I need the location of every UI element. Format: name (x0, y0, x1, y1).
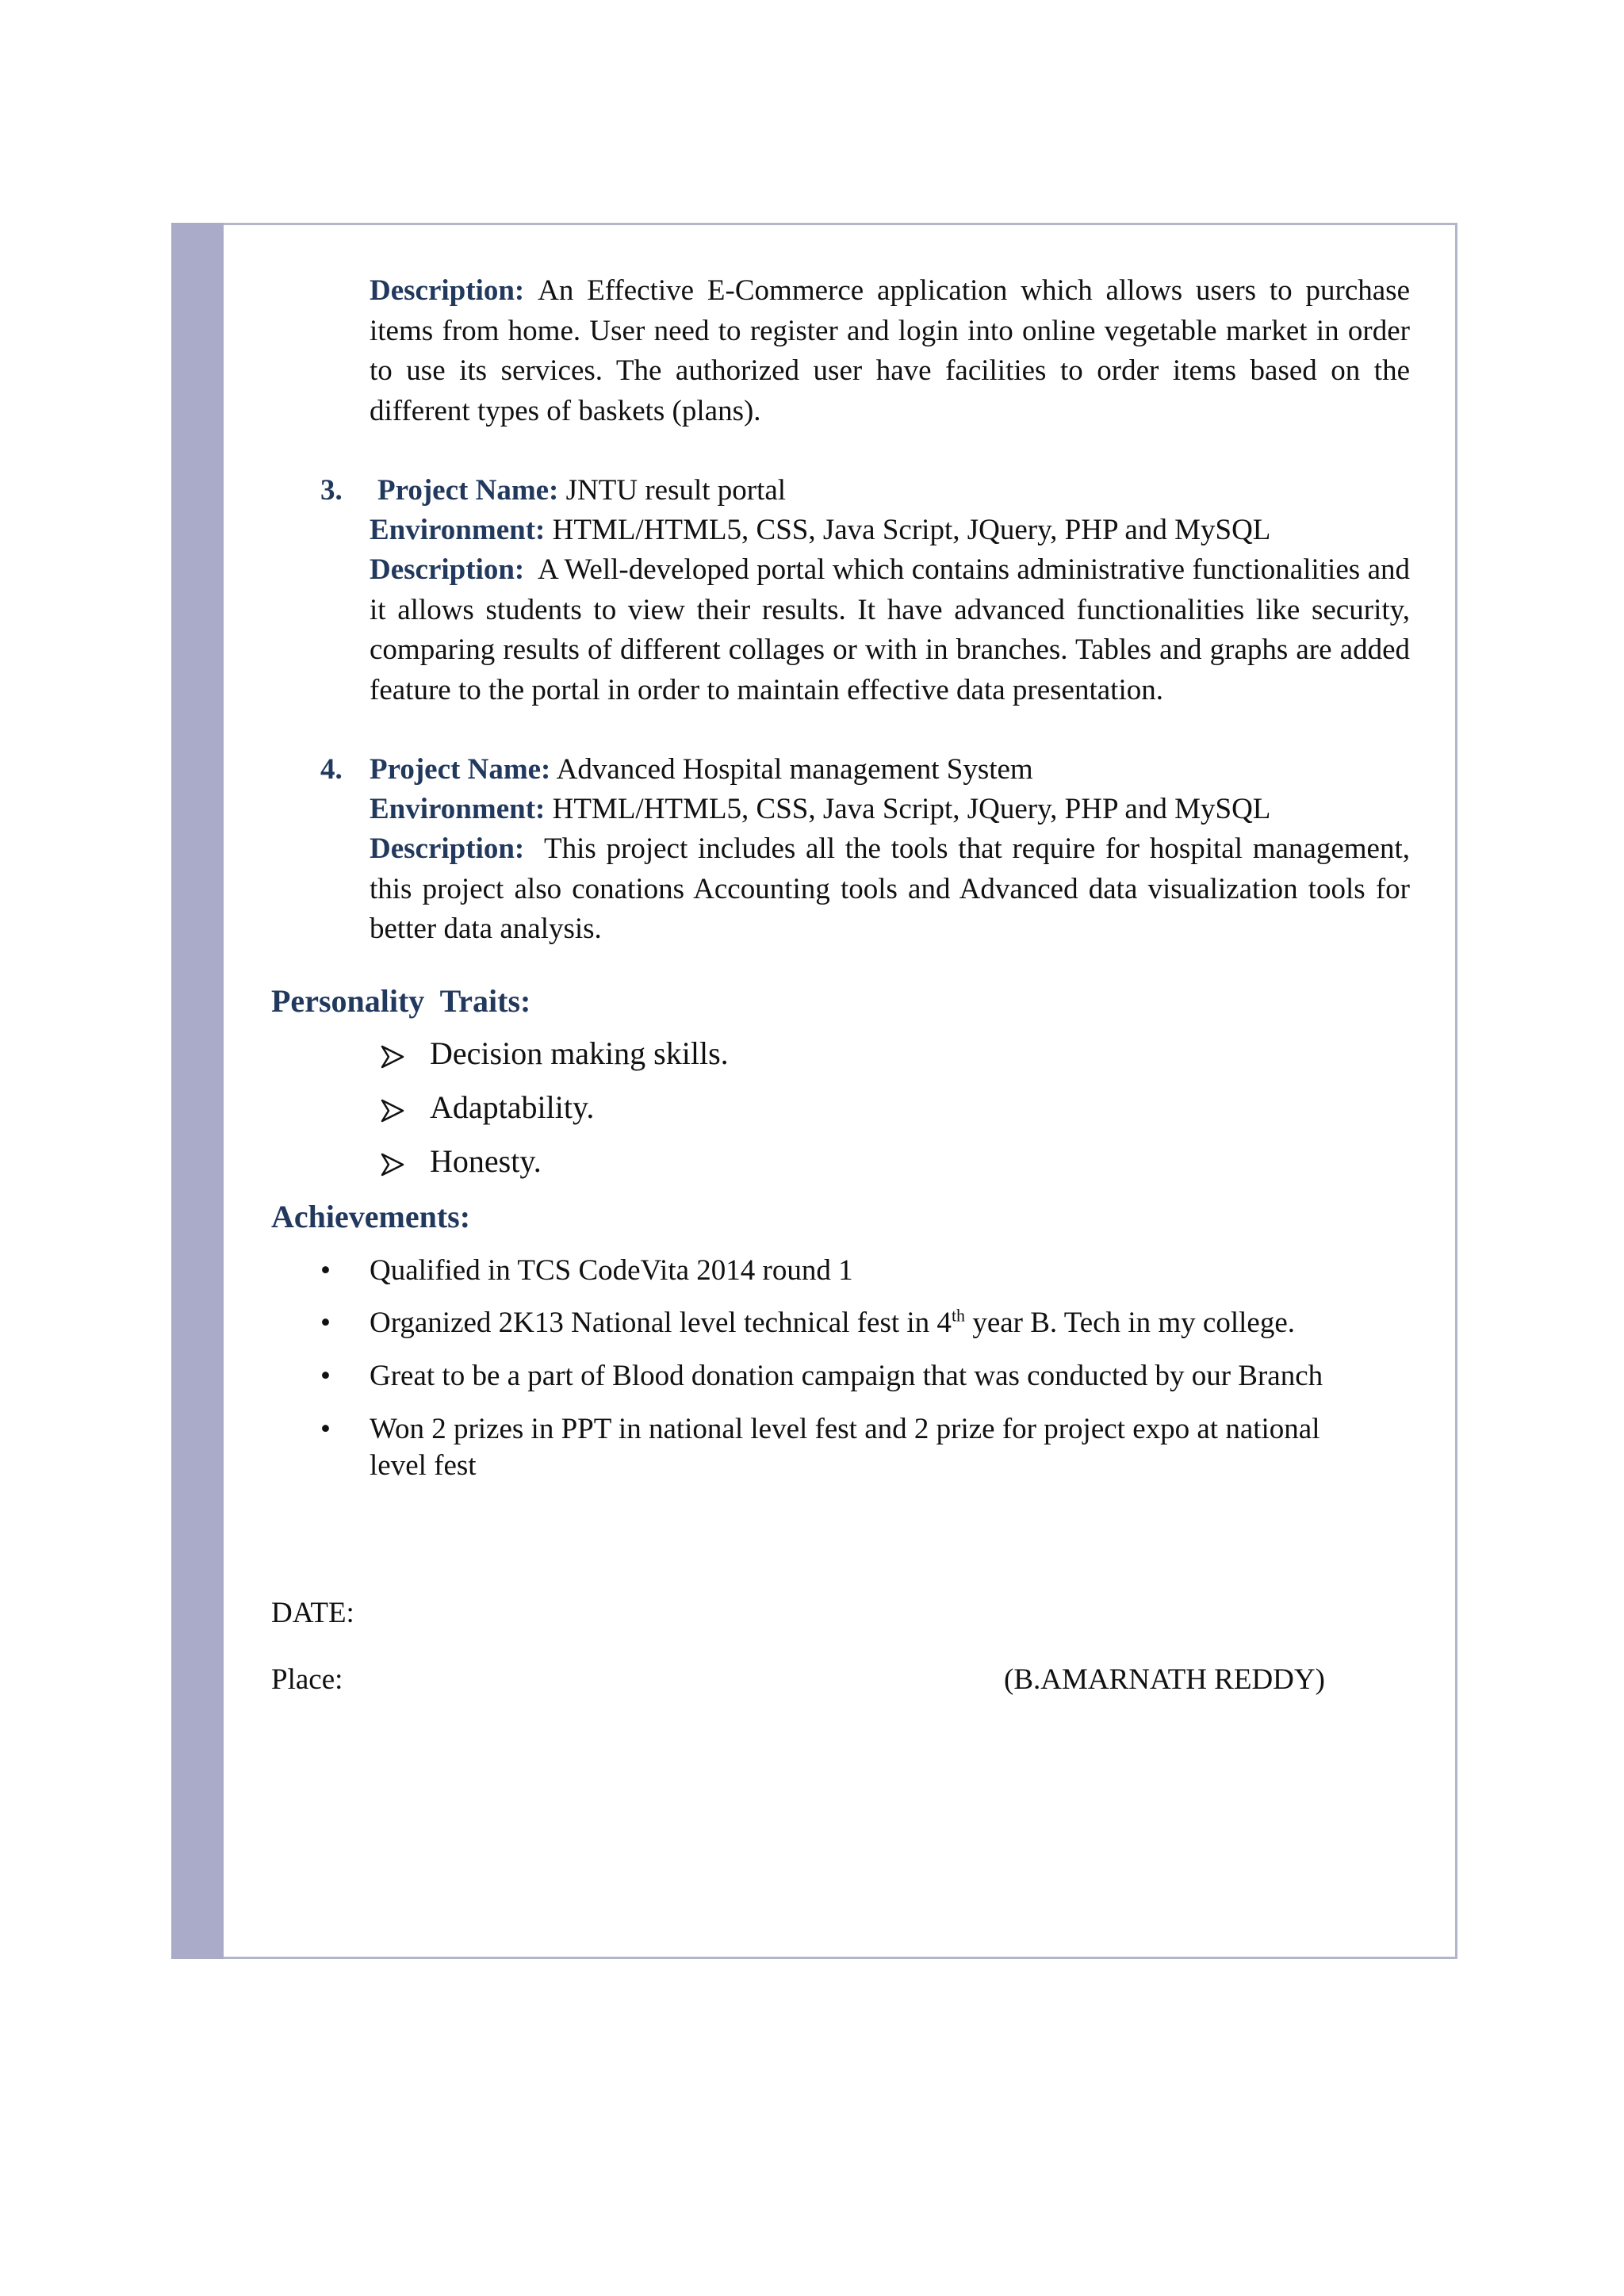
trait-text: Honesty. (430, 1143, 542, 1179)
signature-name: (B.AMARNATH REDDY) (1004, 1663, 1325, 1696)
project3-name-label: Project Name: (377, 474, 559, 507)
bullet-icon: • (320, 1307, 331, 1339)
project4-name-line (370, 750, 1033, 790)
achievement-text: Qualified in TCS CodeVita 2014 round 1 (370, 1254, 853, 1287)
bullet-icon: • (320, 1360, 331, 1392)
trait-item (381, 1086, 594, 1129)
trait-text: Adaptability. (430, 1089, 595, 1125)
bullet-icon: • (320, 1413, 331, 1445)
project4-environment-label: Environment: (370, 793, 546, 825)
project4-environment: HTML/HTML5, CSS, Java Script, JQuery, PHP and MySQL (552, 793, 1271, 825)
project4-environment-line (370, 790, 1270, 829)
achievement-text-part: Organized 2K13 National level technical fest in 4 (370, 1307, 952, 1339)
project3-environment: HTML/HTML5, CSS, Java Script, JQuery, PHP and MySQL (552, 514, 1271, 546)
project3-description-text: A Well-developed portal which contains administrative functionalities and it allows students to view their results. It have advanced functionalities like security, comparing results of different collages or with in branches. Tables and graphs are added feature to the portal in order to maintain effective data presentation. (370, 553, 1410, 706)
project3-description-label: Description: (370, 553, 525, 586)
achievement-text: Won 2 prizes in PPT in national level fest and 2 prize for project expo at national level fest (370, 1413, 1320, 1482)
date-label: DATE: (271, 1597, 354, 1629)
trait-text: Decision making skills. (430, 1035, 729, 1071)
project2-description (370, 271, 1410, 431)
project4-description (370, 829, 1410, 950)
project3-environment-label: Environment: (370, 514, 546, 546)
project4-name: Advanced Hospital management System (556, 753, 1033, 786)
decorative-sidebar (171, 223, 224, 1959)
project3-name-line (377, 471, 786, 511)
arrowhead-bullet-icon (381, 1140, 430, 1183)
arrowhead-bullet-icon (381, 1086, 430, 1129)
project3-name: JNTU result portal (565, 474, 787, 507)
personality-heading: Personality Traits: (271, 983, 531, 1019)
project2-description-label: Description: (370, 274, 525, 307)
achievement-text (370, 1305, 1377, 1341)
project2-description-text: An Effective E-Commerce application which allows users to purchase items from home. User need to register and login into online vegetable market in order to use its services. The authorized user have facilities to order items based on the different types of baskets (plans). (370, 274, 1411, 427)
project3-description (370, 550, 1410, 710)
project4-name-label: Project Name: (370, 753, 551, 786)
project4-description-text: This project includes all the tools that require for hospital management, this project also conations Accounting tools and Advanced data visualization tools for better data analysis. (370, 832, 1410, 945)
project4-description-label: Description: (370, 832, 525, 865)
ordinal-suffix: th (951, 1305, 966, 1326)
achievements-heading: Achievements: (271, 1199, 471, 1234)
arrowhead-bullet-icon (381, 1032, 430, 1075)
achievement-text: Great to be a part of Blood donation campaign that was conducted by our Branch (370, 1360, 1323, 1392)
bullet-icon: • (320, 1254, 331, 1287)
trait-item (381, 1032, 729, 1075)
project4-number: 4. (320, 753, 343, 786)
project3-environment-line (370, 511, 1270, 550)
trait-item (381, 1140, 542, 1183)
place-label: Place: (271, 1663, 343, 1696)
project3-number: 3. (320, 474, 343, 507)
achievement-text-part: year B. Tech in my college. (965, 1307, 1295, 1339)
